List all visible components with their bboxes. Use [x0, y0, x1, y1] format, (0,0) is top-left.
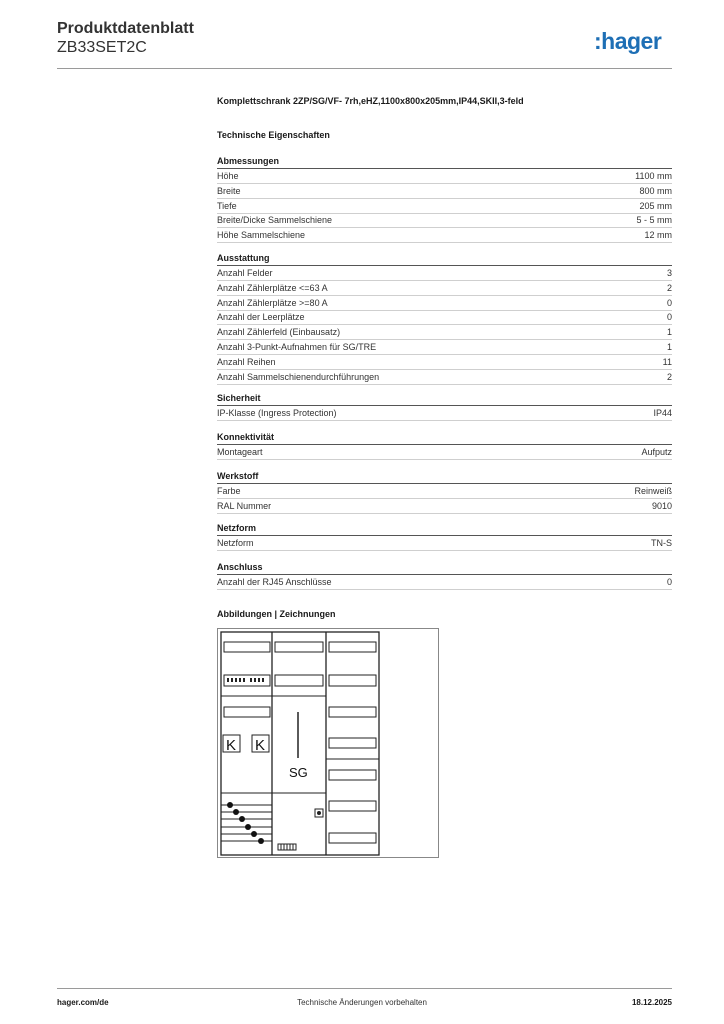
- spec-label: Anzahl Felder: [217, 268, 273, 278]
- spec-label: Höhe Sammelschiene: [217, 230, 306, 241]
- spec-row: [217, 499, 672, 514]
- spec-value: 800 mm: [639, 185, 672, 196]
- cabinet-drawing: [217, 628, 439, 858]
- section-heading: Netzform: [217, 523, 672, 536]
- header-divider: [57, 68, 672, 69]
- page-title: Produktdatenblatt: [57, 20, 194, 37]
- switchgear-sg-label: SG: [289, 765, 308, 780]
- footer-date: 18.12.2025: [631, 998, 672, 1007]
- spec-row: [217, 169, 672, 184]
- spec-label: Netzform: [217, 538, 254, 548]
- spec-row: [217, 340, 672, 355]
- spec-row: [217, 484, 672, 499]
- spec-label: Anzahl Sammelschienendurchführungen: [217, 371, 380, 382]
- spec-row: [217, 296, 672, 311]
- spec-value: TN-S: [651, 538, 672, 548]
- spec-row: [217, 213, 672, 228]
- spec-label: Breite: [217, 185, 241, 196]
- spec-label: Anzahl Zählerfeld (Einbausatz): [217, 327, 341, 338]
- section-heading: Anschluss: [217, 562, 672, 575]
- spec-value: 3: [666, 268, 672, 278]
- spec-row: [217, 536, 672, 551]
- spec-label: Anzahl Zählerplätze >=80 A: [217, 297, 328, 308]
- spec-value: 1: [666, 342, 672, 352]
- section-heading: Konnektivität: [217, 432, 672, 445]
- section-heading: Abmessungen: [217, 156, 672, 169]
- spec-value: 0: [666, 577, 672, 587]
- spec-row: [217, 406, 672, 421]
- product-description: Komplettschrank 2ZP/SG/VF- 7rh,eHZ,1100x800x205mm,IP44,SKII,3-feld: [217, 96, 524, 106]
- spec-label: Anzahl der Leerplätze: [217, 312, 305, 323]
- spec-value: 205 mm: [639, 200, 672, 211]
- spec-label: Höhe: [217, 171, 239, 181]
- spec-row: [217, 266, 672, 281]
- footer-website-link[interactable]: hager.com/de: [57, 998, 109, 1007]
- spec-value: 2: [666, 282, 672, 293]
- footer-disclaimer: Technische Änderungen vorbehalten: [297, 998, 427, 1007]
- figures-heading: Abbildungen | Zeichnungen: [217, 609, 336, 619]
- spec-row: [217, 355, 672, 370]
- spec-value: Reinweiß: [634, 486, 672, 496]
- spec-label: Tiefe: [217, 200, 237, 211]
- spec-value: 0: [666, 297, 672, 308]
- spec-row: [217, 184, 672, 199]
- spec-label: Anzahl 3-Punkt-Aufnahmen für SG/TRE: [217, 342, 377, 352]
- spec-value: 0: [666, 312, 672, 323]
- spec-label: RAL Nummer: [217, 500, 272, 511]
- spec-row: [217, 575, 672, 590]
- spec-value: 9010: [651, 500, 672, 511]
- spec-label: Anzahl der RJ45 Anschlüsse: [217, 577, 332, 587]
- spec-value: 5 - 5 mm: [636, 215, 672, 226]
- spec-label: Breite/Dicke Sammelschiene: [217, 215, 333, 226]
- meter-k-left: K: [226, 737, 237, 754]
- spec-label: Anzahl Zählerplätze <=63 A: [217, 282, 328, 293]
- spec-row: [217, 370, 672, 385]
- spec-label: Montageart: [217, 447, 263, 457]
- spec-row: [217, 310, 672, 325]
- spec-label: Farbe: [217, 486, 241, 496]
- footer-divider: [57, 988, 672, 989]
- spec-value: Aufputz: [641, 447, 672, 457]
- spec-value: 1: [666, 327, 672, 338]
- spec-row: [217, 281, 672, 296]
- spec-value: 1100 mm: [635, 171, 672, 181]
- spec-row: [217, 199, 672, 214]
- spec-value: IP44: [653, 408, 672, 418]
- spec-value: 11: [662, 356, 672, 367]
- spec-row: [217, 228, 672, 243]
- product-number: ZB33SET2C: [57, 39, 147, 56]
- section-heading: Werkstoff: [217, 471, 672, 484]
- spec-row: [217, 445, 672, 460]
- spec-label: Anzahl Reihen: [217, 356, 276, 367]
- spec-value: 12 mm: [644, 230, 672, 241]
- hager-logo: :hager: [594, 28, 662, 54]
- spec-label: IP-Klasse (Ingress Protection): [217, 408, 337, 418]
- section-heading: Sicherheit: [217, 393, 672, 406]
- section-heading: Ausstattung: [217, 253, 672, 266]
- spec-value: 2: [666, 371, 672, 382]
- tech-heading: Technische Eigenschaften: [217, 130, 330, 140]
- meter-k-right: K: [255, 737, 266, 754]
- spec-row: [217, 325, 672, 340]
